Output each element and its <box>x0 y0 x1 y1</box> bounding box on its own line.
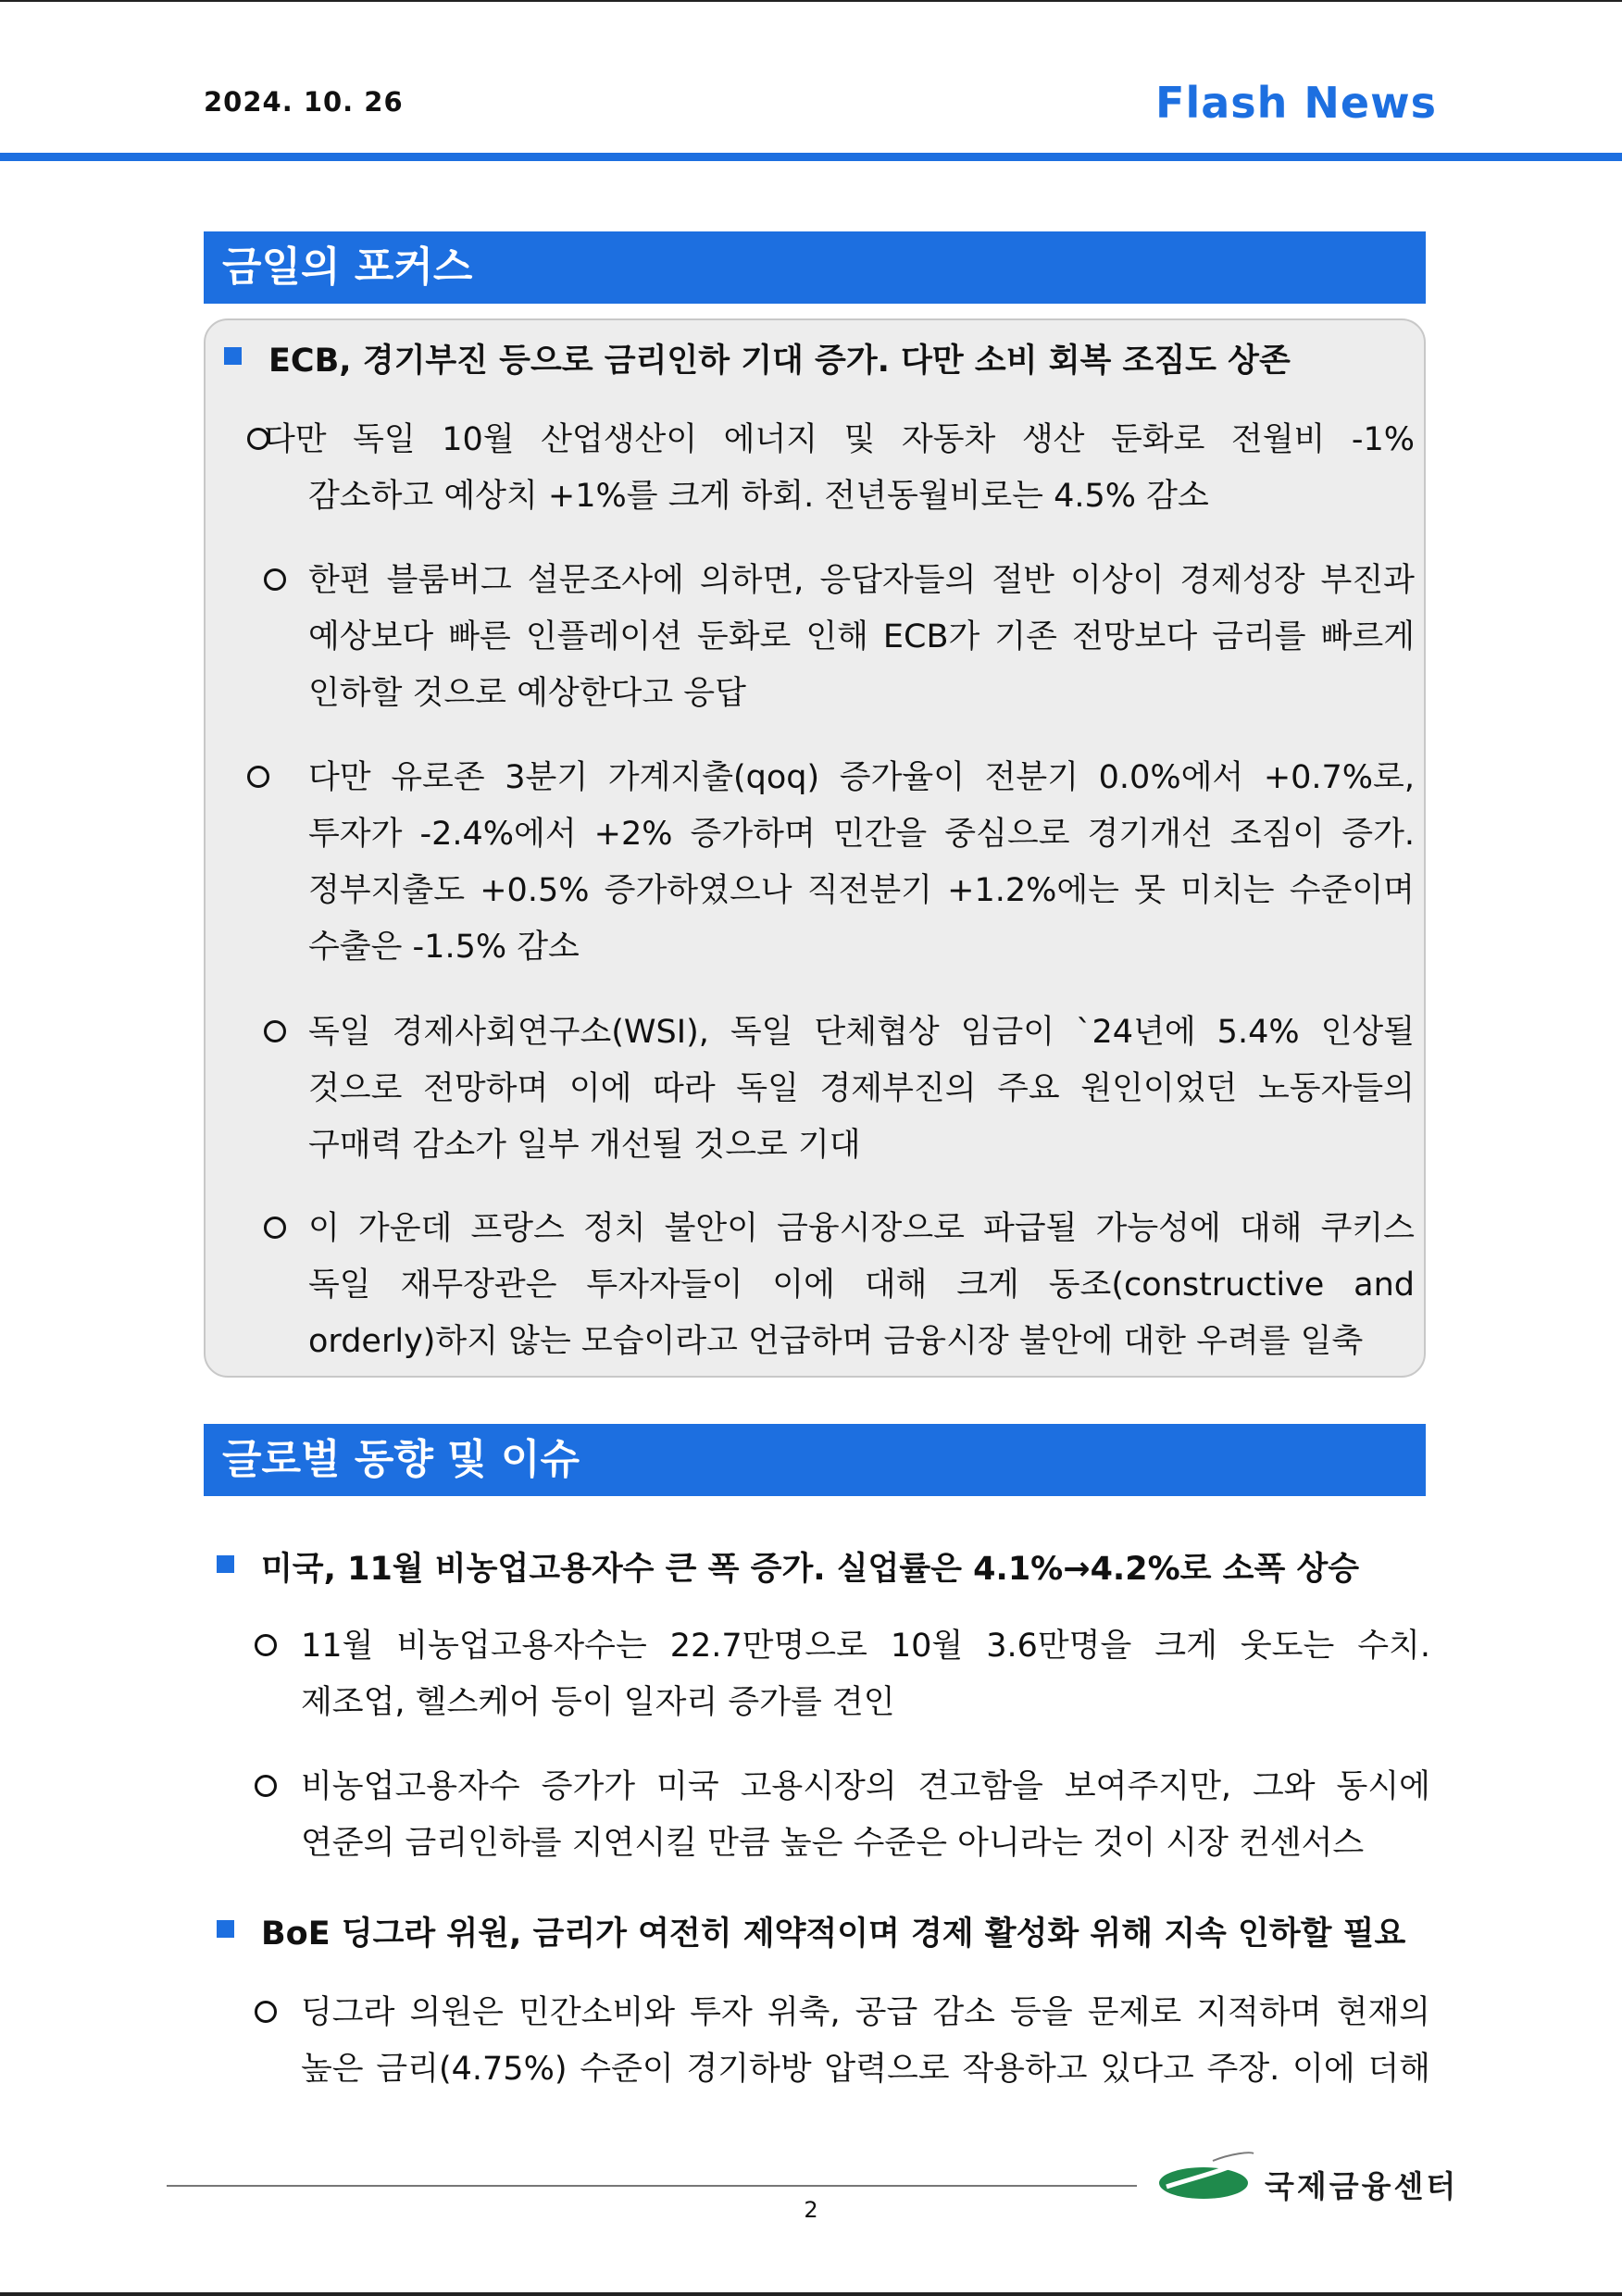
item-line: 정부지출도 +0.5% 증가하였으나 직전분기 +1.2%에는 못 미치는 수준이며 <box>308 872 1415 909</box>
item-line: 수출은 -1.5% 감소 <box>308 929 580 966</box>
item-line: 감소하고 예상치 +1%를 크게 하회. 전년동월비로는 4.5% 감소 <box>308 478 1209 515</box>
item-line: 다만 유로존 3분기 가계지출(qoq) 증가율이 전분기 0.0%에서 +0.7%로, <box>308 759 1415 796</box>
circle-bullet-icon <box>245 750 279 806</box>
item-line: 투자가 -2.4%에서 +2% 증가하며 민간을 중심으로 경기개선 조짐이 증가. <box>308 816 1415 853</box>
footer-rule <box>167 2185 1137 2187</box>
focus-item-4 <box>262 1004 1415 1174</box>
item-line: 11월 비농업고용자수는 22.7만명으로 10월 3.6만명을 크게 웃도는 수치. <box>301 1628 1430 1665</box>
item-line: 구매력 감소가 일부 개선될 것으로 기대 <box>308 1127 861 1164</box>
item-line: 다만 독일 10월 산업생산이 에너지 및 자동차 생산 둔화로 전월비 -1% <box>264 421 1415 458</box>
item-line: 것으로 전망하며 이에 따라 독일 경제부진의 주요 원인이었던 노동자들의 <box>308 1070 1415 1107</box>
circle-bullet-icon <box>262 1201 295 1257</box>
item-line: 높은 금리(4.75%) 수준이 경기하방 압력으로 작용하고 있다고 주장. 이에 더해 <box>301 2051 1430 2088</box>
us-item-1 <box>253 1618 1430 1731</box>
item-line: 예상보다 빠른 인플레이션 둔화로 인해 ECB가 기존 전망보다 금리를 빠르게 <box>308 618 1415 655</box>
focus-headline: ECB, 경기부진 등으로 금리인하 기대 증가. 다만 소비 회복 조짐도 상존 <box>268 343 1291 380</box>
page-top-border <box>0 0 1622 2</box>
item-line: 연준의 금리인하를 지연시킬 만큼 높은 수준은 아니라는 것이 시장 컨센서스 <box>301 1825 1365 1862</box>
square-bullet-icon <box>217 1555 234 1573</box>
report-title: Flash News <box>1155 78 1437 128</box>
item-line: orderly)하지 않는 모습이라고 언급하며 금융시장 불안에 대한 우려를 일축 <box>308 1323 1364 1360</box>
topic-headline-us: 미국, 11월 비농업고용자수 큰 폭 증가. 실업률은 4.1%→4.2%로 소폭 상승 <box>261 1551 1360 1588</box>
focus-item-2 <box>262 553 1415 722</box>
item-line: 이 가운데 프랑스 정치 불안이 금융시장으로 파급될 가능성에 대해 쿠키스 <box>308 1210 1415 1247</box>
section-title-focus: 금일의 포커스 <box>204 231 1426 304</box>
circle-bullet-icon <box>253 1759 286 1816</box>
circle-bullet-icon <box>262 553 295 609</box>
focus-item-1 <box>245 412 1415 525</box>
us-item-2 <box>253 1759 1430 1872</box>
page-number: 2 <box>804 2197 818 2223</box>
section-title-global: 글로벌 동향 및 이슈 <box>204 1424 1426 1496</box>
org-name: 국제금융센터 <box>1265 2168 1459 2204</box>
topic-headline-boe: BoE 딩그라 위원, 금리가 여전히 제약적이며 경제 활성화 위해 지속 인하할 필요 <box>261 1915 1406 1953</box>
square-bullet-icon <box>224 347 242 365</box>
item-line: 딩그라 의원은 민간소비와 투자 위축, 공급 감소 등을 문제로 지적하며 현재의 <box>301 1994 1430 2031</box>
item-line: 한편 블룸버그 설문조사에 의하면, 응답자들의 절반 이상이 경제성장 부진과 <box>308 562 1415 599</box>
item-line: 인하할 것으로 예상한다고 응답 <box>308 675 746 712</box>
item-line: 독일 재무장관은 투자자들이 이에 대해 크게 동조(constructive and <box>308 1267 1415 1304</box>
square-bullet-icon <box>217 1920 234 1938</box>
focus-item-3 <box>245 750 1415 976</box>
item-line: 독일 경제사회연구소(WSI), 독일 단체협상 임금이 `24년에 5.4% 인상될 <box>308 1014 1415 1051</box>
circle-bullet-icon <box>245 412 279 468</box>
page-bottom-border <box>0 2292 1622 2296</box>
circle-bullet-icon <box>262 1004 295 1061</box>
focus-item-5 <box>262 1201 1415 1370</box>
circle-bullet-icon <box>253 1985 286 2041</box>
header-rule <box>0 153 1622 161</box>
boe-item-1 <box>253 1985 1430 2098</box>
item-line: 비농업고용자수 증가가 미국 고용시장의 견고함을 보여주지만, 그와 동시에 <box>301 1768 1430 1805</box>
report-date: 2024. 10. 26 <box>204 86 404 118</box>
circle-bullet-icon <box>253 1618 286 1675</box>
item-line: 제조업, 헬스케어 등이 일자리 증가를 견인 <box>301 1684 895 1721</box>
